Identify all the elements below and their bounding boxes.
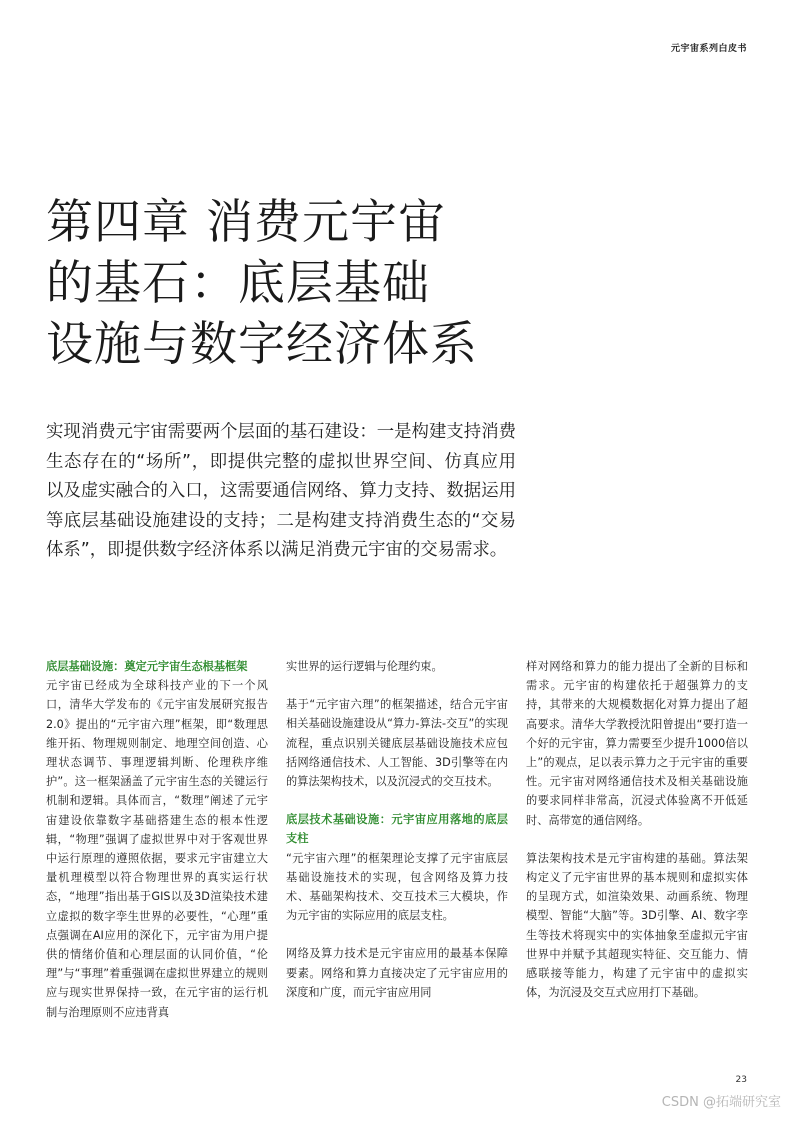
body-column-1 [46, 657, 268, 1041]
body-column-2 [286, 657, 508, 1021]
body-paragraph: 基于“元宇宙六理”的框架描述，结合元宇宙相关基础设施建设从“算力-算法-交互”的实现流程，重点识别关键底层基础设施技术应包括网络通信技术、人工智能、3D引擎等在内的算法架构技术，以及沉浸式的交互技术。 [286, 698, 508, 789]
body-paragraph: 样对网络和算力的能力提出了全新的目标和需求。元宇宙的构建依托于超强算力的支持，其带来的大规模数据化对算力提出了超高要求。清华大学教授沈阳曾提出“要打造一个好的元宇宙，算力需要至少提升1000倍以上”的观点，足以表示算力之于元宇宙的重要性。元宇宙对网络通信技术及相关基础设施的要求同样非常高，沉浸式体验离不开低延时、高带宽的通信网络。 [526, 660, 748, 827]
chapter-title-line: 设施与数字经济体系 [46, 317, 478, 372]
section-subhead: 底层基础设施：奠定元宇宙生态根基框架 [46, 660, 248, 673]
watermark: CSDN @拓端研究室 [661, 1095, 781, 1110]
body-paragraph: 实世界的运行逻辑与伦理约束。 [286, 660, 443, 673]
page-number: 23 [735, 1075, 747, 1085]
chapter-title-line: 的基石：底层基础 [46, 256, 430, 311]
body-column-3 [526, 657, 748, 1021]
body-paragraph: “元宇宙六理”的框架理论支撑了元宇宙底层基础设施技术的实现，包含网络及算力技术、基础架构技术、交互技术三大模块，作为元宇宙的实际应用的底层支柱。 [286, 851, 508, 923]
body-paragraph: 网络及算力技术是元宇宙应用的最基本保障要素。网络和算力直接决定了元宇宙应用的深度和广度，而元宇宙应用同 [286, 947, 508, 999]
section-subhead: 底层技术基础设施：元宇宙应用落地的底层支柱 [286, 813, 508, 846]
body-paragraph: 算法架构技术是元宇宙构建的基础。算法架构定义了元宇宙世界的基本规则和虚拟实体的呈现方式，如渲染效果、动画系统、物理模型、智能“大脑”等。3D引擎、AI、数字孪生等技术将现实中的实体抽象至虚拟元宇宙世界中并赋予其超现实特征、交互能力、情感联接等能力，构建了元宇宙中的虚拟实体，为沉浸及交互式应用打下基础。 [526, 851, 748, 1000]
chapter-title [46, 192, 606, 375]
running-header: 元宇宙系列白皮书 [670, 44, 747, 54]
intro-paragraph: 实现消费元宇宙需要两个层面的基石建设：一是构建支持消费生态存在的“场所”，即提供完整的虚拟世界空间、仿真应用以及虚实融合的入口，这需要通信网络、算力支持、数据运用等底层基础设施建设的支持；二是构建支持消费生态的“交易体系”，即提供数字经济体系以满足消费元宇宙的交易需求。 [46, 422, 516, 561]
chapter-title-line: 第四章 消费元宇宙 [46, 195, 446, 250]
body-paragraph: 元宇宙已经成为全球科技产业的下一个风口，清华大学发布的《元宇宙发展研究报告2.0》提出的“元宇宙六理”框架，即“数理思维开拓、物理规则制定、地理空间创造、心理状态调节、事理逻辑判断、伦理秩序维护”。这一框架涵盖了元宇宙生态的关键运行机制和逻辑。具体而言，“数理”阐述了元宇宙建设依靠数字基础搭建生态的根本性逻辑，“物理”强调了虚拟世界中对于客观世界中运行原理的遵照依据，要求元宇宙建立大量机理模型以符合物理世界的真实运行状态，“地理”指出基于GIS以及3D渲染技术建立虚拟的数字孪生世界的必要性，“心理”重点强调在AI应用的深化下，元宇宙为用户提供的情绪价值和心理层面的认同价值，“伦理”与“事理”着重强调在虚拟世界建立的规则应与现实世界保持一致，在元宇宙的运行机制与治理原则不应违背真 [46, 679, 268, 1019]
